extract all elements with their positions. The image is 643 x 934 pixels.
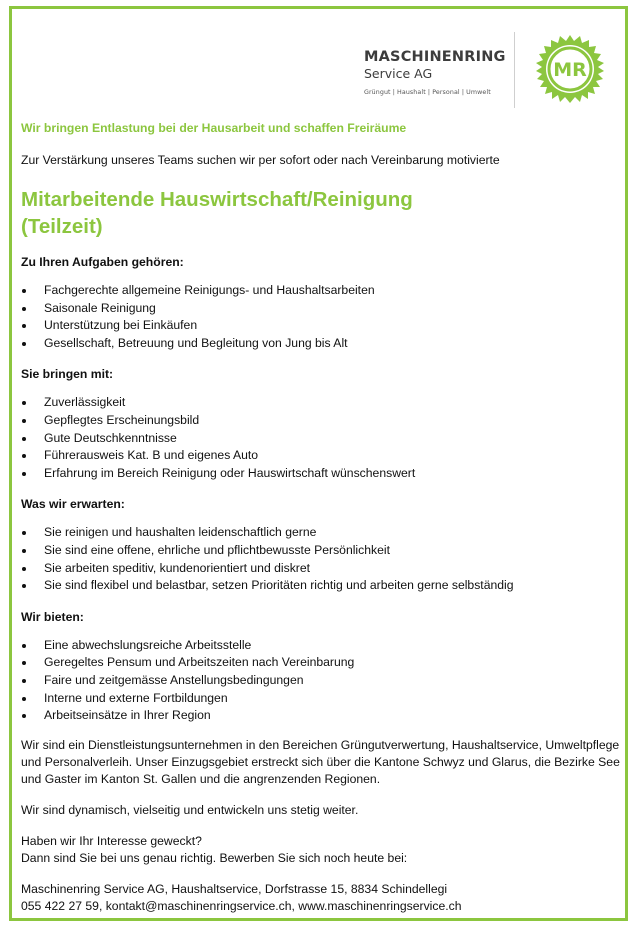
mr-logo-badge: MR	[553, 59, 587, 81]
list-item: Unterstützung bei Einkäufen	[21, 317, 621, 335]
bullet-list	[21, 524, 621, 594]
about-paragraph: Wir sind ein Dienstleistungsunternehmen in den Bereichen Grüngutverwertung, Haushaltservice, Umweltpflege und Personalverleih. Unser Einzugsgebiet erstreckt sich über die Kantone Schwyz und Glarus, die Bezirke See und Gaster im Kanton St. Gallen und die angrenzenden Regionen.	[21, 737, 620, 786]
list-item: Faire und zeitgemässe Anstellungsbedingungen	[21, 672, 621, 690]
list-item: Eine abwechslungsreiche Arbeitsstelle	[21, 637, 621, 655]
section-heading: Sie bringen mit:	[21, 367, 114, 382]
tagline: Wir bringen Entlastung bei der Hausarbeit und schaffen Freiräume	[21, 121, 407, 135]
contact-paragraph	[21, 881, 621, 915]
list-item: Interne und externe Fortbildungen	[21, 690, 621, 708]
mr-logo-icon	[532, 32, 608, 108]
cta-paragraph	[21, 833, 621, 867]
list-item: Sie sind flexibel und belastbar, setzen Prioritäten richtig und arbeiten gerne selbständig	[21, 577, 621, 595]
list-item: Saisonale Reinigung	[21, 300, 621, 318]
list-item: Sie reinigen und haushalten leidenschaftlich gerne	[21, 524, 621, 542]
cta-question: Haben wir Ihr Interesse geweckt?	[21, 833, 202, 848]
section-offer	[21, 609, 621, 725]
section-heading: Was wir erwarten:	[21, 497, 125, 512]
job-posting	[21, 120, 621, 915]
list-item: Fachgerechte allgemeine Reinigungs- und Haushaltsarbeiten	[21, 282, 621, 300]
bullet-list	[21, 637, 621, 725]
section-heading: Zu Ihren Aufgaben gehören:	[21, 255, 184, 269]
list-item: Führerausweis Kat. B und eigenes Auto	[21, 447, 621, 465]
list-item: Geregeltes Pensum und Arbeitszeiten nach Vereinbarung	[21, 654, 621, 672]
logo-company-name: MASCHINENRING	[364, 49, 506, 65]
bullet-list	[21, 282, 621, 352]
list-item: Sie arbeiten speditiv, kundenorientiert und diskret	[21, 560, 621, 578]
list-item: Gute Deutschkenntnisse	[21, 430, 621, 448]
dynamic-paragraph: Wir sind dynamisch, vielseitig und entwickeln uns stetig weiter.	[21, 802, 359, 817]
company-logo-text	[364, 49, 506, 96]
logo-tagline: Grüngut | Haushalt | Personal | Umwelt	[364, 89, 491, 96]
bullet-list	[21, 394, 621, 482]
section-tasks	[21, 254, 621, 352]
logo-company-sub: Service AG	[364, 66, 433, 81]
contact-address: Maschinenring Service AG, Haushaltservice, Dorfstrasse 15, 8834 Schindellegi	[21, 881, 448, 896]
cta-invitation: Dann sind Sie bei uns genau richtig. Bewerben Sie sich noch heute bei:	[21, 850, 408, 865]
list-item: Sie sind eine offene, ehrliche und pflichtbewusste Persönlichkeit	[21, 542, 621, 560]
list-item: Zuverlässigkeit	[21, 394, 621, 412]
job-title: Mitarbeitende Hauswirtschaft/Reinigung (Teilzeit)	[21, 188, 413, 238]
list-item: Gepflegtes Erscheinungsbild	[21, 412, 621, 430]
section-requirements	[21, 366, 621, 482]
logo-divider	[514, 32, 515, 108]
intro-text: Zur Verstärkung unseres Teams suchen wir per sofort oder nach Vereinbarung motivierte	[21, 153, 500, 167]
list-item: Arbeitseinsätze in Ihrer Region	[21, 707, 621, 725]
list-item: Erfahrung im Bereich Reinigung oder Hauswirtschaft wünschenswert	[21, 465, 621, 483]
section-heading: Wir bieten:	[21, 609, 84, 624]
section-expectations	[21, 496, 621, 594]
contact-details: 055 422 27 59, kontakt@maschinenringservice.ch, www.maschinenringservice.ch	[21, 898, 462, 913]
list-item: Gesellschaft, Betreuung und Begleitung von Jung bis Alt	[21, 335, 621, 353]
